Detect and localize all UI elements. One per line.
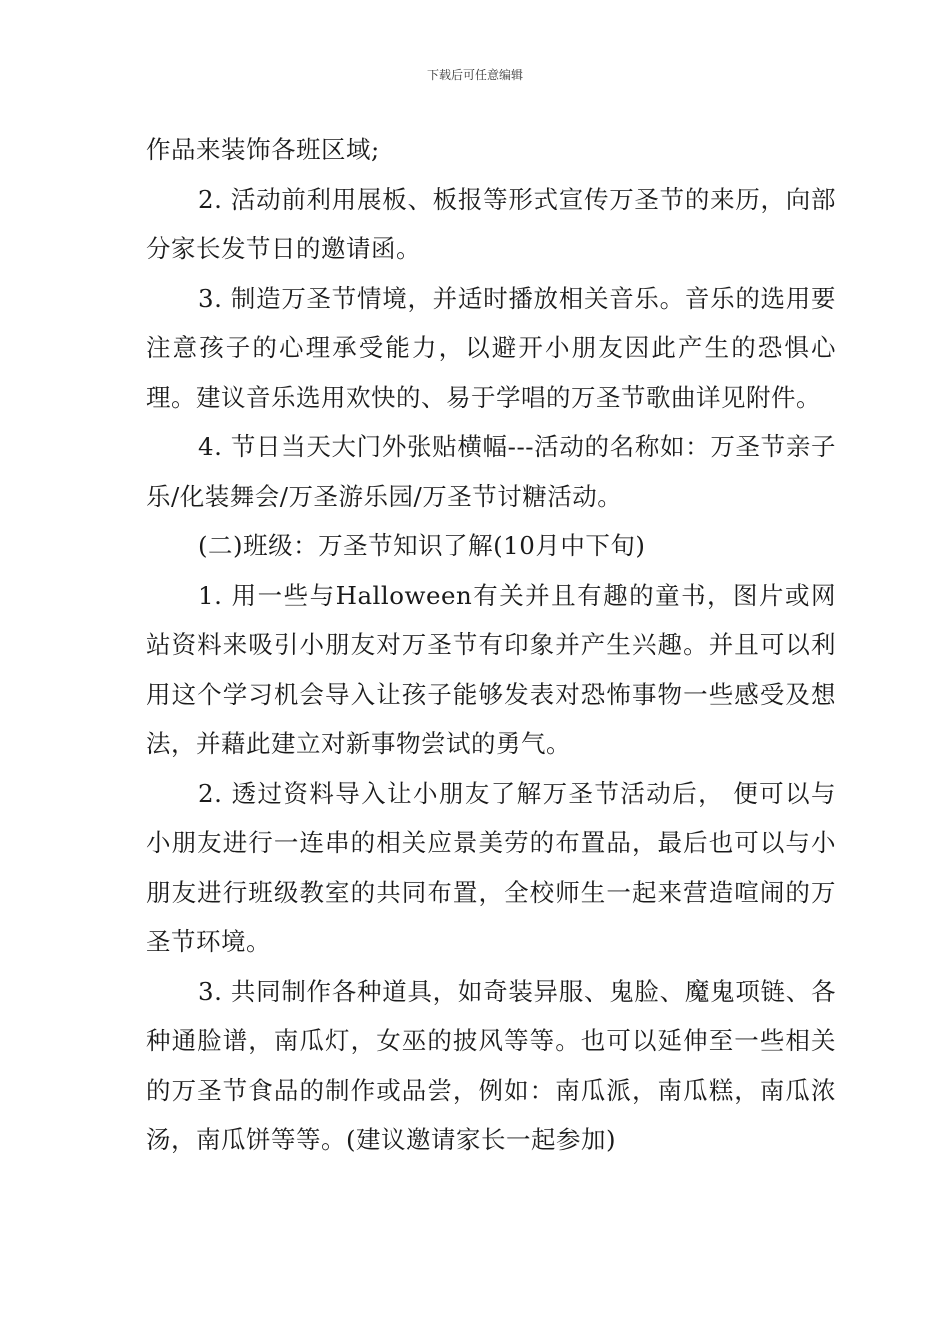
- paragraph-item-4-banner: 4. 节日当天大门外张贴横幅---活动的名称如：万圣节亲子乐/化装舞会/万圣游乐园/万圣节讨糖活动。: [146, 432, 836, 511]
- paragraph-item-1-books: 1. 用一些与Halloween有关并且有趣的童书，图片或网站资料来吸引小朋友对万圣节有印象并产生兴趣。并且可以利用这个学习机会导入让孩子能够发表对恐怖事物一些感受及想法，并藉此建立对新事物尝试的勇气。: [146, 580, 836, 758]
- paragraph-continuation: 作品来装饰各班区域;: [146, 135, 380, 164]
- paragraph-item-3-music: 3. 制造万圣节情境，并适时播放相关音乐。音乐的选用要注意孩子的心理承受能力，以避开小朋友因此产生的恐惧心理。建议音乐选用欢快的、易于学唱的万圣节歌曲详见附件。: [146, 283, 836, 412]
- paragraph-item-2-publicity: 2. 活动前利用展板、板报等形式宣传万圣节的来历，向部分家长发节日的邀请函。: [146, 184, 836, 263]
- page-header: 下载后可任意编辑: [426, 68, 523, 82]
- paragraph-item-3-props: 3. 共同制作各种道具，如奇装异服、鬼脸、魔鬼项链、各种通脸谱，南瓜灯，女巫的披风等等。也可以延伸至一些相关的万圣节食品的制作或品尝，例如：南瓜派，南瓜糕，南瓜浓汤，南瓜饼等等。(建议邀请家长一起参加): [146, 976, 836, 1154]
- paragraph-item-2-decoration: 2. 透过资料导入让小朋友了解万圣节活动后， 便可以与小朋友进行一连串的相关应景美劳的布置品，最后也可以与小朋友进行班级教室的共同布置，全校师生一起来营造喧闹的万圣节环境。: [146, 778, 836, 956]
- section-heading-class-knowledge: (二)班级：万圣节知识了解(10月中下旬): [198, 531, 646, 560]
- document-body: [146, 125, 836, 1165]
